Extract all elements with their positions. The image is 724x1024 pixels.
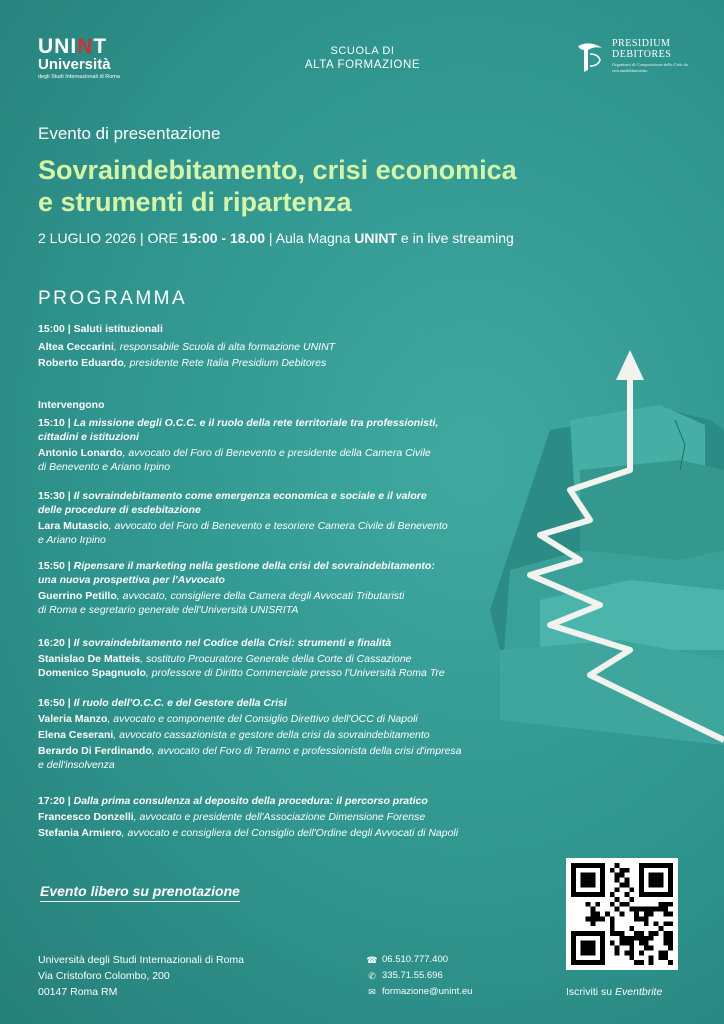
speaker-line: Francesco Donzelli, avvocato e presidente dell'Associazione Dimensione Forense (38, 811, 426, 823)
intervengono-label: Intervengono (38, 399, 105, 411)
unint-logo-line3: degli Studi Internazionali di Roma (38, 74, 120, 80)
presidium-sub: Organismi di Composizione della Crisi da sovraindebitamento (612, 62, 688, 73)
speaker-line: Berardo Di Ferdinando, avvocato del Foro di Teramo e professionista della crisi d'impresa e dell'insolvenza (38, 745, 462, 771)
mail-icon: ✉ (368, 987, 376, 997)
scuola-line2: ALTA FORMAZIONE (304, 59, 421, 71)
speaker-line: Stefania Armiero, avvocato e consigliera del Consiglio dell'Ordine degli Avvocati di Napoli (38, 827, 459, 839)
phone-icon: ☎ (366, 955, 378, 965)
programma-heading: PROGRAMMA (38, 288, 188, 309)
speaker-line: Lara Mutascio, avvocato del Foro di Benevento e tesoriere Camera Civile di Benevento e Ariano Irpino (38, 520, 448, 546)
footer-contacts (366, 952, 472, 1000)
program-slot (38, 489, 538, 547)
qr-code-image (571, 863, 673, 965)
event-title: Sovraindebitamento, crisi economica e strumenti di ripartenza (38, 155, 517, 217)
footer-address (38, 952, 244, 1000)
speaker-line: Roberto Eduardo, presidente Rete Italia Presidium Debitores (38, 357, 327, 369)
footer-phone-row[interactable] (366, 952, 472, 968)
header (0, 36, 724, 86)
program-slot (38, 794, 538, 840)
presidium-name: PRESIDIUM DEBITORES (612, 38, 672, 60)
iscriviti-label: Iscriviti su Eventbrite (566, 986, 663, 998)
footer-whatsapp: 335.71.55.696 (382, 970, 443, 981)
footer-org: Università degli Studi Internazionali di Roma (38, 954, 245, 966)
presidium-mark-icon (572, 38, 608, 74)
unint-logo-wordmark: UNINT (38, 35, 108, 58)
footer-phone: 06.510.777.400 (382, 954, 449, 965)
event-time: 15:00 - 18.00 (181, 230, 266, 246)
saluti-title: 15:00 | Saluti istituzionali (38, 323, 163, 335)
program-slot (38, 416, 538, 474)
unint-logo-line2: Università (38, 56, 111, 73)
speaker-line: Valeria Manzo, avvocato e componente del Consiglio Direttivo dell'OCC di Napoli (38, 713, 418, 725)
footer-city: 00147 Roma RM (38, 986, 118, 998)
presidium-logo (572, 38, 692, 78)
speaker-line: Stanislao De Matteis, sostituto Procuratore Generale della Corte di Cassazione (38, 653, 412, 665)
program-slot (38, 559, 538, 617)
slot-title: 16:50 | Il ruolo dell'O.C.C. e del Gestore della Crisi (38, 697, 287, 709)
saluti-block (38, 322, 538, 370)
program-slot (38, 636, 538, 680)
evento-libero-link[interactable]: Evento libero su prenotazione (40, 883, 240, 902)
footer-whatsapp-row[interactable] (366, 968, 472, 984)
scuola-logo (290, 44, 435, 72)
slot-title: 15:50 | Ripensare il marketing nella gestione della crisi del sovraindebitamento: una nuova prospettiva per l'Avvocato (38, 560, 435, 586)
speaker-line: Domenico Spagnuolo, professore di Diritto Commerciale presso l'Università Roma Tre (38, 667, 445, 679)
slot-title: 15:10 | La missione degli O.C.C. e il ruolo della rete territoriale tra professionisti, cittadini e istituzioni (38, 417, 439, 443)
slot-title: 16:20 | Il sovraindebitamento nel Codice della Crisi: strumenti e finalità (38, 637, 392, 649)
date-line: 2 LUGLIO 2026 | ORE 15:00 - 18.00 | Aula Magna UNINT e in live streaming (38, 230, 514, 246)
stairs-arrow-illustration (480, 350, 724, 750)
program-slot (38, 696, 538, 772)
pre-title: Evento di presentazione (38, 124, 221, 143)
speaker-line: Antonio Lonardo, avvocato del Foro di Benevento e presidente della Camera Civile di Benevento e Ariano Irpino (38, 447, 431, 473)
scuola-line1: SCUOLA DI (330, 45, 395, 57)
eventbrite-label: Eventbrite (615, 986, 663, 998)
event-venue: UNINT (354, 230, 398, 246)
speaker-line: Altea Ceccarini, responsabile Scuola di alta formazione UNINT (38, 341, 336, 353)
slot-title: 17:20 | Dalla prima consulenza al deposito della procedura: il percorso pratico (38, 795, 428, 807)
footer-street: Via Cristoforo Colombo, 200 (38, 970, 170, 982)
footer-email-row[interactable] (366, 984, 472, 1000)
speaker-line: Guerrino Petillo, avvocato, consigliere della Camera degli Avvocati Tributaristi di Roma e segretario generale dell'Università UNISRITA (38, 590, 405, 616)
qr-code[interactable] (566, 858, 678, 970)
unint-logo (38, 36, 128, 81)
whatsapp-icon: ✆ (368, 971, 376, 981)
slot-title: 15:30 | Il sovraindebitamento come emergenza economica e sociale e il valore delle procedure di esdebitazione (38, 490, 427, 516)
footer-email: formazione@unint.eu (382, 986, 473, 997)
speaker-line: Elena Ceserani, avvocato cassazionista e gestore della crisi da sovraindebitamento (38, 729, 430, 741)
event-date: 2 LUGLIO 2026 (38, 230, 137, 246)
